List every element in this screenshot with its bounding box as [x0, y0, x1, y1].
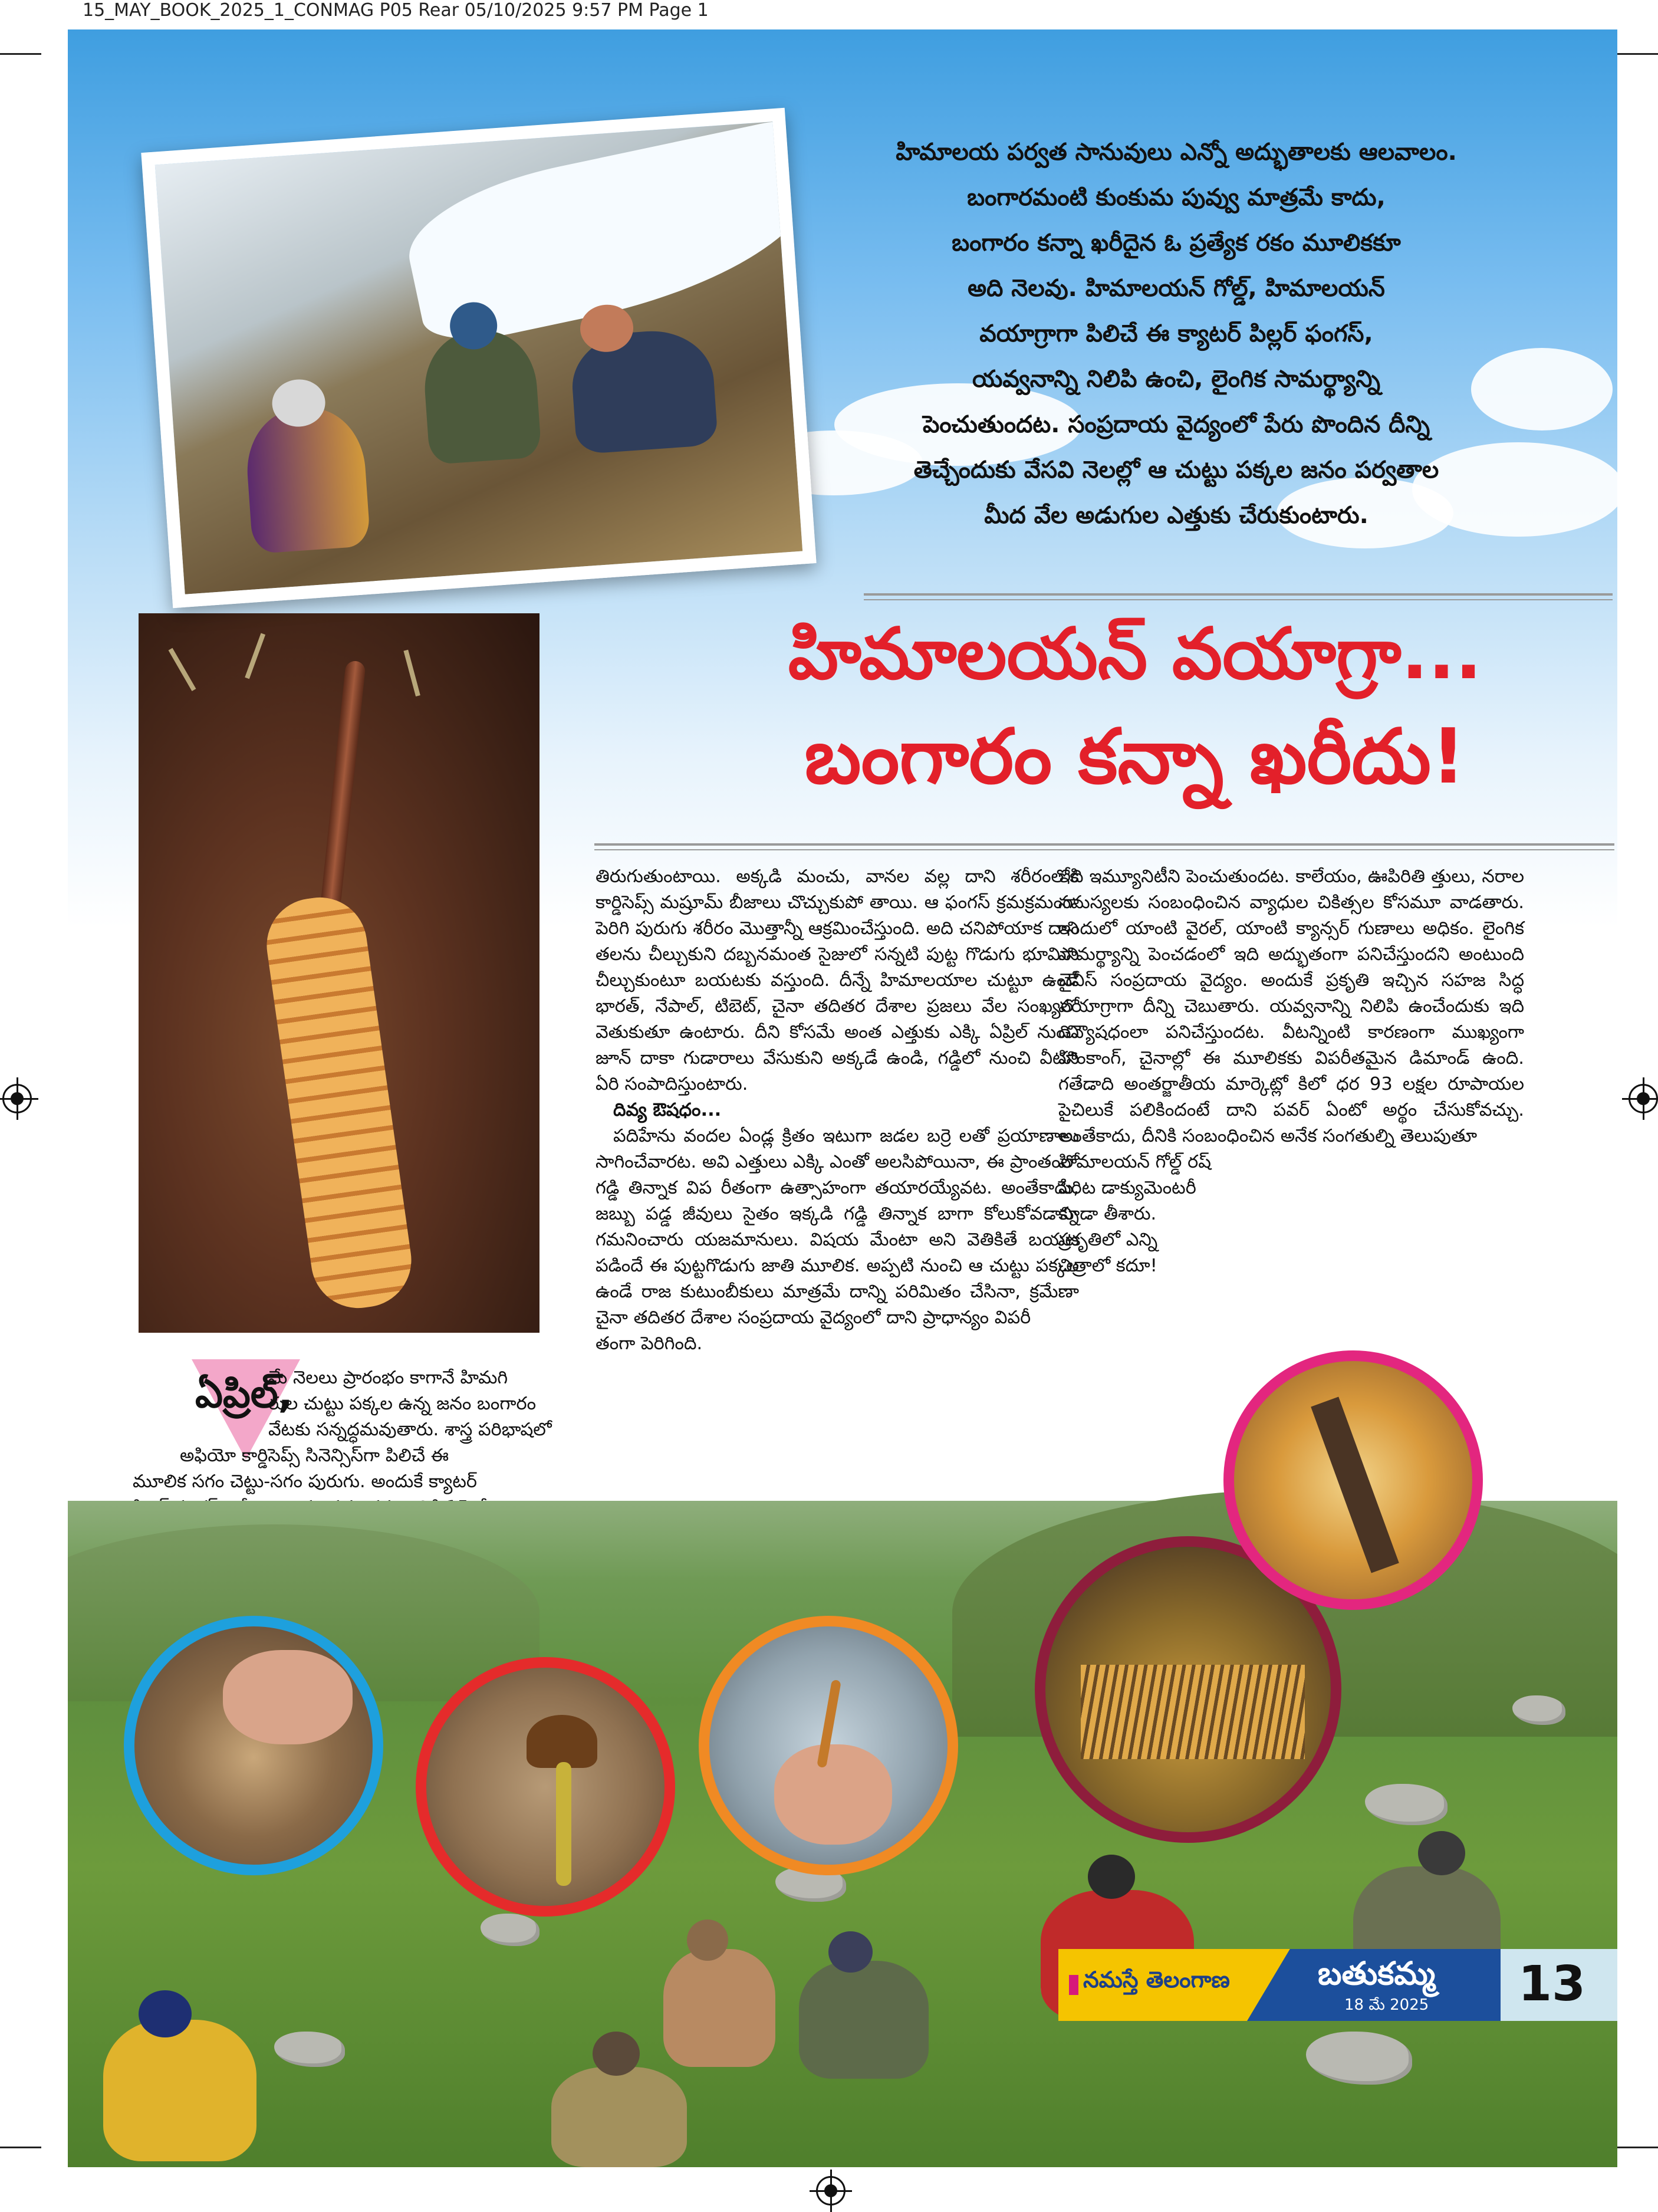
article-column-2	[596, 864, 1079, 1357]
rock	[274, 2032, 345, 2067]
text-line: రుల చుట్టు పక్కల ఉన్న జనం బంగారం	[268, 1393, 537, 1414]
registration-mark-icon	[2, 1084, 32, 1113]
divider	[864, 599, 1613, 600]
text-line: అఫియో కార్డిసెప్స్ సినెన్సిస్‌గా పిలిచే ఈ	[180, 1445, 449, 1466]
intro-line: పెంచుతుందట. సంప్రదాయ వైద్యంలో పేరు పొందిన దీన్ని	[922, 411, 1430, 438]
mushroom-stalk	[556, 1762, 571, 1886]
circle-photo-mushroom	[416, 1657, 675, 1917]
text-line: మే నెలలు ప్రారంభం కాగానే హిమగి	[268, 1368, 508, 1388]
page-number: 13	[1518, 1956, 1586, 2012]
page-footer	[1058, 1949, 1617, 2021]
paragraph: పదిహేను వందల ఏండ్ల క్రితం ఇటుగా జడల బర్రె లతో ప్రయాణాలు సాగించేవారట. అవి ఎత్తులు ఎక్కి ఎంతో అలసిపోయినా, ఈ ప్రాంతంలో గడ్డి తిన్నాక విప రీతంగా ఉత్సాహంగా తయారయ్యేవట. అంతేకాదు, జబ్బు పడ్డ జీవులు సైతం ఇక్కడి గడ్డి తిన్నాక బాగా కోలుకోవడాన్ని గమనించారు యజమానులు. విషయ మేంటా అని వెతికితే బయట పడిందే ఈ పుట్టగొడుగు జాతి మూలిక. అప్పటి నుంచి ఆ చుట్టు పక్కల ఉండే రాజ కుటుంబీకులు మాత్రమే దాన్ని పరిమితం చేసినా, క్రమేణా చైనా తదితర దేశాల సంప్రదాయ వైద్యంలో దాని ప్రాధాన్యం విపరీ	[596, 1126, 1079, 1328]
registration-mark-icon	[1629, 1084, 1658, 1113]
print-slug: 15_MAY_BOOK_2025_1_CONMAG P05 Rear 05/10/2025 9:57 PM Page 1	[83, 0, 709, 21]
fungus-closeup-photo	[139, 613, 539, 1333]
hand-shape	[223, 1650, 353, 1744]
harvester-figure	[551, 2067, 687, 2167]
divider	[864, 593, 1613, 596]
caterpillar-body	[261, 892, 417, 1314]
headline-line-2: బంగారం కన్నా ఖరీదు!	[804, 713, 1466, 801]
rock	[1365, 1784, 1448, 1825]
intro-line: యవ్వనాన్ని నిలిపి ఉంచి, లైంగిక సామర్థ్యాన్ని	[972, 366, 1381, 393]
intro-text	[799, 130, 1554, 538]
grass-blade	[245, 633, 265, 679]
crop-mark	[1617, 2147, 1658, 2148]
divider	[594, 849, 1614, 850]
mushroom-cap	[527, 1715, 597, 1768]
magazine-title: బతుకమ్మ	[1318, 1955, 1436, 1992]
grass-blade	[403, 650, 420, 696]
harvester-head	[828, 1931, 873, 1973]
newspaper-brand: నమస్తే తెలంగాణ	[1083, 1967, 1230, 1993]
fungus-stalk	[320, 660, 366, 908]
harvester-head	[1418, 1831, 1465, 1875]
crop-mark	[1617, 53, 1658, 55]
intro-line: అది నెలవు. హిమాలయన్ గోల్డ్, హిమాలయన్	[968, 275, 1385, 302]
intro-line: తెచ్చేందుకు వేసవి నెలల్లో ఆ చుట్టు పక్కల జనం పర్వతాల	[913, 456, 1439, 484]
harvester-head	[687, 1920, 728, 1961]
text-line: చిత్రాలో కదూ!	[1058, 1255, 1157, 1276]
text-line: ప్రకృతిలో ఎన్ని	[1058, 1230, 1158, 1250]
paragraph: తిరుగుతుంటాయి. అక్కడి మంచు, వానల వల్ల దాని శరీరంలోకి కార్డిసెప్స్ మష్రూమ్ బీజాలు చొచ్చుకుపో తాయి. ఆ ఫంగస్ క్రమక్రమంగా పెరిగి పురుగు శరీరం మొత్తాన్నీ ఆక్రమించేస్తుంది. అది చనిపోయాక దాని తలను చీల్చుకుని దబ్బనమంత సైజులో సన్నటి పుట్ట గొడుగు భూమిని చీల్చుకుంటూ బయటకు వస్తుంది. దీన్నే హిమాలయాల చుట్టూ ఉండే భారత్, నేపాల్, టిబెట్, చైనా తదితర దేశాల ప్రజలు వేల సంఖ్యలో వెతుకుతూ ఉంటారు. దీని కోసమే అంత ఎత్తుకు ఎక్కి ఏప్రిల్ నుంచి జూన్ దాకా గుడారాలు వేసుకుని అక్కడే ఉండి, గడ్డిలో నుంచి వీటిని ఏరి సంపాదిస్తుంటారు.	[596, 866, 1079, 1095]
divider	[594, 843, 1614, 846]
harvester-figure	[663, 1949, 775, 2067]
subheading: దివ్య ఔషధం...	[613, 1100, 722, 1120]
brand-mark	[1069, 1975, 1078, 1995]
harvester-head	[593, 2032, 640, 2076]
intro-line: బంగారమంటి కుంకుమ పువ్వు మాత్రమే కాదు,	[967, 184, 1386, 211]
text-line: కూడా తీశారు.	[1058, 1204, 1157, 1224]
circle-photo-bundle	[1223, 1350, 1483, 1610]
intro-line: బంగారం కన్నా ఖరీదైన ఓ ప్రత్యేక రకం మూలికకూ	[952, 229, 1401, 257]
headline-line-1: హిమాలయన్ వయాగ్రా...	[788, 613, 1482, 695]
bundle-stalks	[1311, 1396, 1399, 1573]
rock	[1306, 2032, 1412, 2085]
harvesters-photo	[141, 108, 816, 608]
crop-mark	[0, 53, 41, 55]
harvester-figure	[799, 1961, 929, 2079]
intro-line: మీద వేల అడుగుల ఎత్తుకు చేరుకుంటారు.	[984, 502, 1368, 529]
rock	[481, 1914, 539, 1946]
drop-cap-text: ఏప్రిల్,	[195, 1371, 293, 1416]
harvester-head	[1088, 1855, 1135, 1899]
text-line: పేరిట డాక్యుమెంటరీ	[1058, 1178, 1196, 1198]
crop-mark	[0, 2147, 41, 2148]
intro-line: హిమాలయ పర్వత సానువులు ఎన్నో అద్భుతాలకు ఆలవాలం.	[896, 139, 1457, 166]
circle-photo-fingertip	[699, 1616, 958, 1875]
issue-date: 18 మే 2025	[1344, 1996, 1429, 2014]
harvester-figure	[421, 327, 542, 465]
circle-photo-handful	[124, 1616, 383, 1875]
harvester-figure	[244, 405, 371, 554]
intro-line: వయాగ్రాగా పిలిచే ఈ క్యాటర్ పిల్లర్ ఫంగస్,	[979, 320, 1373, 347]
dried-fungus-tray	[1081, 1665, 1305, 1759]
paragraph: ఇది ఇమ్యూనిటీని పెంచుతుందట. కాలేయం, ఊపిరితి త్తులు, నరాల సమస్యలకు సంబంధించిన వ్యాధుల చికిత్సల కోసమూ వాడతారు. ఇందులో యాంటి వైరల్, యాంటి క్యాన్సర్ గుణాలు అధికం. లైంగిక సామర్థ్యాన్ని పెంచడంలో ఇది అద్భుతంగా పనిచేస్తుందని అంటుంది చైనీస్ సంప్రదాయ వైద్యం. అందుకే ప్రకృతి ఇచ్చిన సహజ సిద్ధ వయాగ్రాగా దీన్ని చెబుతారు. యవ్వనాన్ని నిలిపి ఉంచేందుకు ఇది దివ్యౌషధంలా పనిచేస్తుందట. వీటన్నింటి కారణంగా ముఖ్యంగా హాంకాంగ్, చైనాల్లో ఈ మూలికకు విపరీతమైన డిమాండ్ ఉంది. గతేడాది అంతర్జాతీయ మార్కెట్లో కిలో ధర 93 లక్షల రూపాయల పైచిలుకే పలికిందంటే దాని పవర్ ఏంటో అర్థం చేసుకోవచ్చు. అంతేకాదు, దీనికి సంబంధించిన అనేక సంగతుల్ని తెలుపుతూ	[1058, 866, 1524, 1146]
harvester-figure	[103, 2020, 256, 2161]
grass-blade	[169, 648, 196, 691]
finger-shape	[774, 1744, 892, 1845]
text-line: వేటకు సన్నద్ధమవుతారు. శాస్త్ర పరిభాషలో	[268, 1419, 552, 1440]
paragraph: తంగా పెరిగింది.	[596, 1333, 703, 1354]
registration-mark-icon	[816, 2176, 846, 2206]
article-column-3	[1058, 864, 1524, 1279]
text-line: మూలిక సగం చెట్టు-సగం పురుగు. అందుకే క్యాటర్	[133, 1471, 478, 1492]
magazine-page	[68, 29, 1617, 2167]
harvester-head	[139, 1990, 192, 2037]
text-line: హిమాలయన్ గోల్డ్ రష్	[1058, 1152, 1211, 1172]
